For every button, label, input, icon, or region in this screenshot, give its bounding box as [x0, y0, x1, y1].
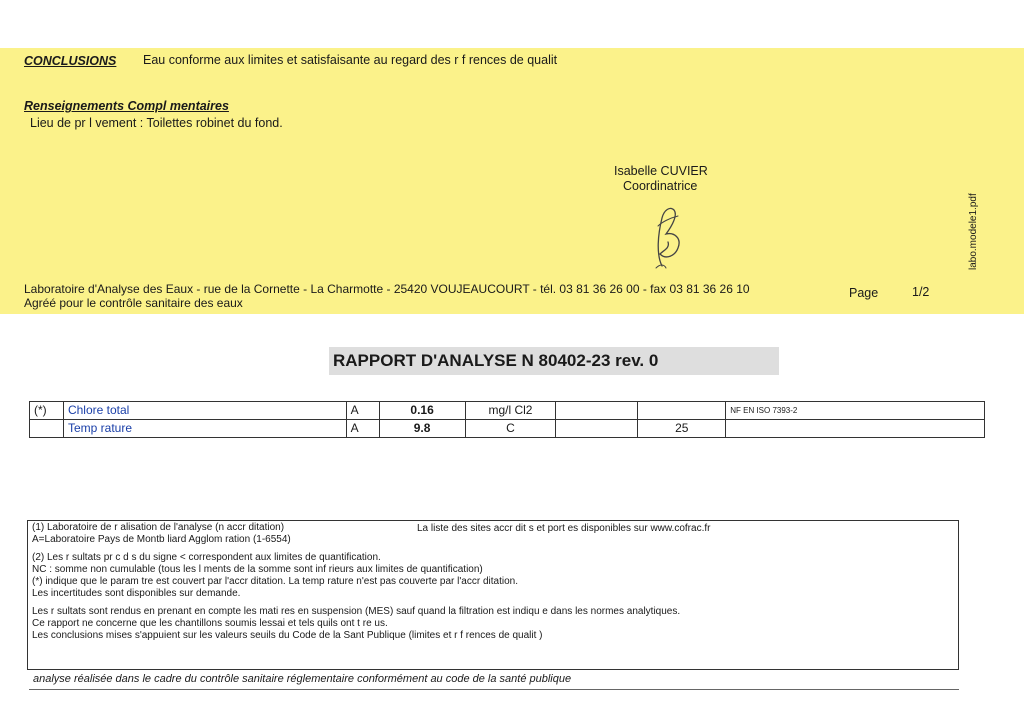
table-row [30, 420, 985, 438]
unit-cell: C [465, 420, 556, 438]
note-nc: NC : somme non cumulable (tous les l ments de la somme sont inf rieurs aux limites de quantification) [32, 564, 483, 575]
report-title: RAPPORT D'ANALYSE N 80402-23 rev. 0 [329, 347, 779, 375]
note-conclusions: Les conclusions mises s'appuient sur les valeurs seuils du Code de la Sant Publique (limites et r f rences de qualit ) [32, 630, 543, 641]
value-cell: 9.8 [379, 420, 465, 438]
note-cofrac: La liste des sites accr dit s et port es disponibles sur www.cofrac.fr [417, 523, 711, 534]
reference-cell: 25 [638, 420, 726, 438]
handwritten-signature [648, 204, 690, 274]
laboratory-address: Laboratoire d'Analyse des Eaux - rue de la Cornette - La Charmotte - 25420 VOUJEAUCOURT - tél. 03 81 36 26 00 - fax 03 81 36 26 10 [24, 282, 750, 296]
lab-cell: A [346, 420, 379, 438]
results-table [29, 401, 985, 438]
notes-box [27, 520, 959, 670]
signatory-role: Coordinatrice [623, 179, 698, 193]
note-quantification: (2) Les r sultats pr c d s du signe < correspondent aux limites de quantification. [32, 552, 381, 563]
laboratory-accreditation: Agréé pour le contrôle sanitaire des eaux [24, 296, 243, 310]
empty-cell [556, 402, 638, 420]
note-lab-realisation: (1) Laboratoire de r alisation de l'analyse (n accr ditation) [32, 522, 285, 533]
unit-cell: mg/l Cl2 [465, 402, 556, 420]
renseignements-title: Renseignements Compl mentaires [24, 99, 229, 113]
note-uncertainties: Les incertitudes sont disponibles sur demande. [32, 588, 241, 599]
parameter-cell: Chlore total [63, 402, 346, 420]
method-norm-cell: NF EN ISO 7393-2 [726, 402, 985, 420]
footer-divider [29, 689, 959, 690]
conclusions-text: Eau conforme aux limites et satisfaisante au regard des r f rences de qualit [143, 53, 558, 67]
note-mes: Les r sultats sont rendus en prenant en compte les mati res en suspension (MES) sauf quand la filtration est indiqu e dans les normes analytiques. [32, 606, 681, 617]
conclusions-panel [0, 48, 1024, 314]
flag-cell: (*) [30, 402, 64, 420]
method-norm-cell [726, 420, 985, 438]
page-label: Page [849, 286, 879, 300]
conclusions-title: CONCLUSIONS [24, 54, 117, 68]
footer-note: analyse réalisée dans le cadre du contrôle sanitaire réglementaire conformément au code de la santé publique [33, 673, 572, 685]
table-row [30, 402, 985, 420]
page-number: 1/2 [912, 285, 930, 299]
renseignements-text: Lieu de pr l vement : Toilettes robinet du fond. [30, 116, 283, 130]
signatory-name: Isabelle CUVIER [614, 164, 708, 178]
note-accreditation: (*) indique que le param tre est couvert par l'accr ditation. La temp rature n'est pas couverte par l'accr ditation. [32, 576, 518, 587]
value-cell: 0.16 [379, 402, 465, 420]
note-samples: Ce rapport ne concerne que les chantillons soumis lessai et tels quils ont t re us. [32, 618, 388, 629]
side-filename: labo.modele1.pdf [968, 193, 979, 270]
note-lab-name: A=Laboratoire Pays de Montb liard Agglom ration (1-6554) [32, 534, 291, 545]
reference-cell [638, 402, 726, 420]
parameter-cell: Temp rature [63, 420, 346, 438]
empty-cell [556, 420, 638, 438]
flag-cell [30, 420, 64, 438]
lab-cell: A [346, 402, 379, 420]
